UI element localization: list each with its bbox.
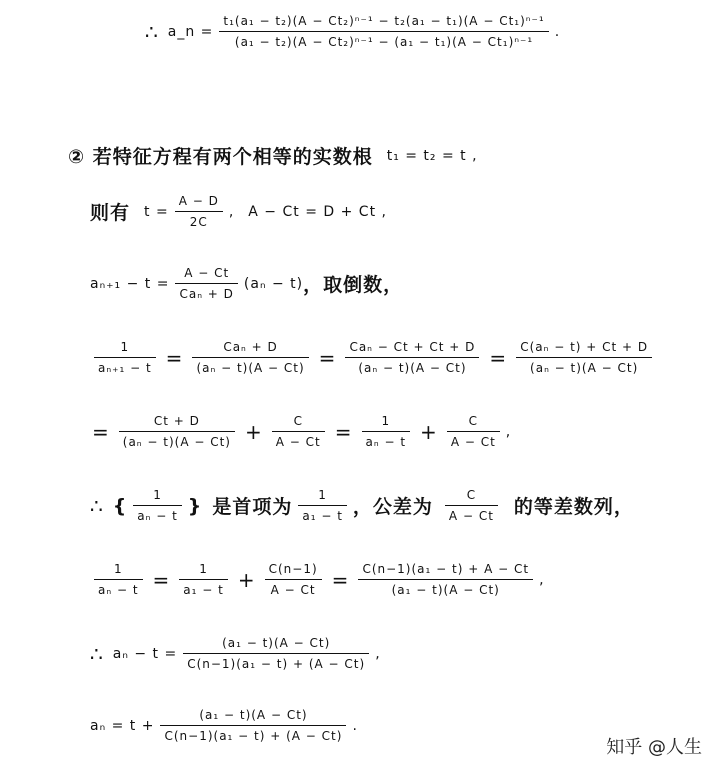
case-heading: ② 若特征方程有两个相等的实数根 <box>68 146 373 168</box>
denominator: (aₙ − t)(A − Ct) <box>196 361 305 375</box>
fraction <box>345 340 479 375</box>
numerator: C(aₙ − t) + Ct + D <box>520 340 649 354</box>
fraction <box>175 194 223 229</box>
denominator: (a₁ − t₂)(A − Ct₂)ⁿ⁻¹ − (a₁ − t₁)(A − Ct₁)ⁿ⁻¹ <box>234 35 534 49</box>
denominator: A − Ct <box>275 435 321 449</box>
comma: , <box>228 203 235 220</box>
formula-line-8 <box>88 562 545 597</box>
numerator: 1 <box>120 340 130 354</box>
fraction-bar <box>358 579 533 580</box>
fraction <box>516 340 652 375</box>
equals-sign: = <box>152 567 170 592</box>
denominator: A − Ct <box>450 435 496 449</box>
numerator: A − Ct <box>184 266 230 280</box>
heading-line <box>68 142 478 169</box>
text-common-difference: ，公差为 <box>352 496 433 518</box>
fraction <box>265 562 322 597</box>
denominator: C(n−1)(a₁ − t) + (A − Ct) <box>187 657 366 671</box>
denominator: A − Ct <box>270 583 316 597</box>
fraction <box>119 414 235 449</box>
formula-lhs: a_n = <box>167 23 214 40</box>
denominator: aₙ − t <box>98 583 139 597</box>
formula-line-6 <box>88 414 511 449</box>
therefore-symbol: ∴ <box>145 19 158 44</box>
denominator: a₁ − t <box>183 583 224 597</box>
numerator: 1 <box>153 488 162 502</box>
equal-roots: t₁ = t₂ = t , <box>386 147 478 164</box>
fraction-bar <box>516 357 652 358</box>
numerator: Caₙ − Ct + Ct + D <box>349 340 476 354</box>
denominator: aₙ₊₁ − t <box>98 361 152 375</box>
numerator: C <box>466 488 477 502</box>
fraction <box>179 562 228 597</box>
formula-lhs: aₙ₊₁ − t = <box>90 275 170 292</box>
equals-sign: = <box>331 567 349 592</box>
period: . <box>554 23 561 40</box>
fraction-bar <box>219 31 548 32</box>
formula-lhs: aₙ − t = <box>112 645 178 662</box>
formula-line-10 <box>90 708 358 743</box>
formula-line-3 <box>90 194 387 229</box>
denominator: (aₙ − t)(A − Ct) <box>530 361 639 375</box>
denominator: A − Ct <box>448 509 494 523</box>
fraction <box>272 414 325 449</box>
prefix-text: 则有 <box>90 202 131 224</box>
fraction-bar <box>298 505 347 506</box>
denominator: 2C <box>189 215 208 229</box>
suffix-text: ，取倒数， <box>303 274 404 296</box>
fraction <box>445 488 498 523</box>
fraction <box>160 708 346 743</box>
numerator: C(n−1) <box>268 562 318 576</box>
fraction-bar <box>272 431 325 432</box>
factor: (aₙ − t) <box>243 275 304 292</box>
fraction-bar <box>179 579 228 580</box>
period: . <box>352 717 358 734</box>
numerator: t₁(a₁ − t₂)(A − Ct₂)ⁿ⁻¹ − t₂(a₁ − t₁)(A − Ct₁)ⁿ⁻¹ <box>223 14 545 28</box>
fraction <box>133 488 182 523</box>
formula-lhs: aₙ = t + <box>90 717 155 734</box>
denominator: aₙ − t <box>137 509 178 523</box>
fraction <box>175 266 237 301</box>
numerator: Ct + D <box>153 414 200 428</box>
equals-sign: = <box>334 419 352 444</box>
formula-line-9 <box>90 636 381 671</box>
comma: , <box>539 571 545 588</box>
fraction-bar <box>265 579 322 580</box>
fraction <box>192 340 308 375</box>
numerator: 1 <box>113 562 123 576</box>
fraction-bar <box>345 357 479 358</box>
fraction <box>298 488 347 523</box>
fraction <box>94 340 156 375</box>
fraction <box>362 414 411 449</box>
fraction <box>183 636 369 671</box>
comma: , <box>375 645 381 662</box>
fraction-bar <box>175 211 223 212</box>
therefore-symbol: ∴ <box>90 641 103 666</box>
equals-sign: = <box>489 345 507 370</box>
watermark: 知乎 @人生 <box>606 737 702 758</box>
denominator: a₁ − t <box>302 509 343 523</box>
denominator: (aₙ − t)(A − Ct) <box>358 361 467 375</box>
fraction-bar <box>175 283 237 284</box>
right-brace: } <box>187 494 203 517</box>
equals-sign: = <box>165 345 183 370</box>
fraction-bar <box>445 505 498 506</box>
t-equals: t = <box>144 203 169 220</box>
plus-sign: + <box>237 567 255 592</box>
numerator: (a₁ − t)(A − Ct) <box>199 708 308 722</box>
denominator: aₙ − t <box>365 435 407 449</box>
text-arithmetic-sequence: 的等差数列， <box>513 496 634 518</box>
numerator: C(n−1)(a₁ − t) + A − Ct <box>362 562 530 576</box>
denominator: (aₙ − t)(A − Ct) <box>122 435 231 449</box>
fraction-bar <box>94 579 143 580</box>
denominator: C(n−1)(a₁ − t) + (A − Ct) <box>164 729 343 743</box>
plus-sign: + <box>245 419 262 444</box>
fraction-bar <box>362 431 411 432</box>
fraction-bar <box>192 357 308 358</box>
fraction-bar <box>133 505 182 506</box>
equals-sign: = <box>92 419 109 444</box>
fraction-bar <box>160 725 346 726</box>
fraction <box>94 562 143 597</box>
fraction-bar <box>183 653 369 654</box>
therefore-symbol: ∴ <box>90 493 103 518</box>
plus-sign: + <box>420 419 437 444</box>
fraction <box>358 562 533 597</box>
text-first-term: 是首项为 <box>212 496 293 518</box>
fraction-bar <box>447 431 500 432</box>
formula-line-7 <box>90 488 634 523</box>
formula-line-1 <box>145 14 560 49</box>
numerator: (a₁ − t)(A − Ct) <box>222 636 331 650</box>
left-brace: { <box>112 494 128 517</box>
formula-line-4 <box>90 266 403 301</box>
relation: A − Ct = D + Ct , <box>248 203 387 220</box>
numerator: C <box>468 414 478 428</box>
numerator: 1 <box>381 414 391 428</box>
fraction <box>219 14 548 49</box>
fraction-bar <box>94 357 156 358</box>
denominator: Caₙ + D <box>179 287 234 301</box>
numerator: A − D <box>178 194 219 208</box>
numerator: 1 <box>318 488 327 502</box>
equals-sign: = <box>318 345 336 370</box>
fraction-bar <box>119 431 235 432</box>
numerator: C <box>293 414 303 428</box>
denominator: (a₁ − t)(A − Ct) <box>391 583 500 597</box>
numerator: Caₙ + D <box>223 340 278 354</box>
numerator: 1 <box>199 562 208 576</box>
fraction <box>447 414 500 449</box>
formula-line-5 <box>88 340 658 375</box>
comma: , <box>505 423 512 440</box>
